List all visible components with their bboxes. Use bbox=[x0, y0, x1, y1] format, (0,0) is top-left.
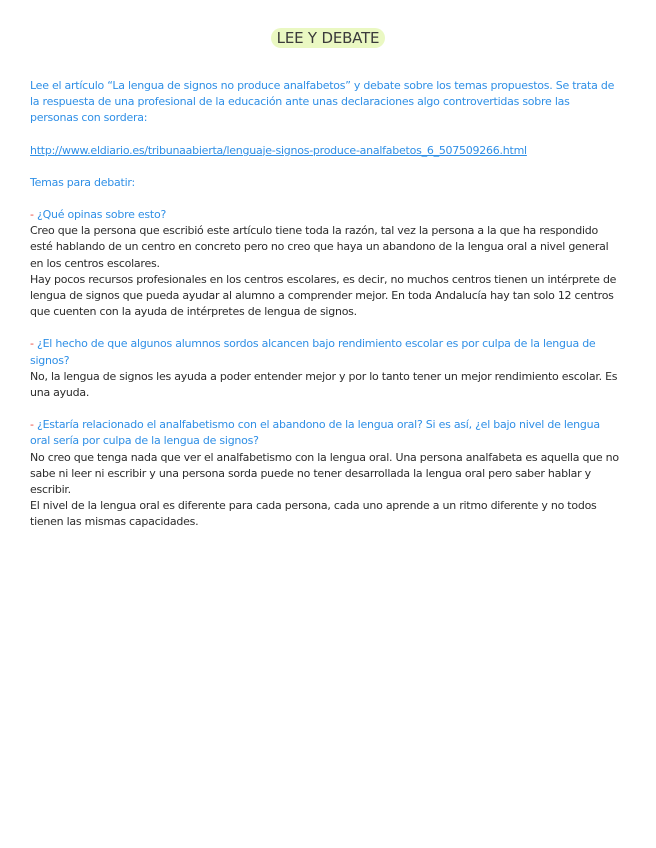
answer-paragraph: No, la lengua de signos les ayuda a poder entender mejor y por lo tanto tener un mejor rendimiento escolar. Es una ayuda. bbox=[30, 369, 618, 400]
question-dash: - bbox=[30, 418, 34, 432]
page-title: LEE Y DEBATE bbox=[271, 28, 386, 48]
question-text bbox=[30, 417, 620, 449]
question-label: ¿El hecho de que algunos alumnos sordos alcancen bajo rendimiento escolar es por culpa de la lengua de signos? bbox=[30, 337, 596, 367]
answer-paragraph: Creo que la persona que escribió este artículo tiene toda la razón, tal vez la persona a la que ha respondido esté hablando de un centro en concreto pero no creo que haya un abandono de la lengua oral a nivel general en los centros escolares. bbox=[30, 224, 609, 270]
question-text bbox=[30, 207, 620, 223]
question-block bbox=[30, 207, 620, 320]
answer-paragraph: El nivel de la lengua oral es diferente para cada persona, cada uno aprende a un ritmo diferente y no todos tienen las mismas capacidades. bbox=[30, 499, 597, 529]
question-label: ¿Estaría relacionado el analfabetismo con el abandono de la lengua oral? Si es así, ¿el bajo nivel de lengua oral sería por culpa de la lengua de signos? bbox=[30, 418, 600, 448]
article-link[interactable]: http://www.eldiario.es/tribunaabierta/lenguaje-signos-produce-analfabetos_6_507509266.html bbox=[30, 143, 527, 157]
question-text bbox=[30, 336, 620, 368]
question-dash: - bbox=[30, 337, 34, 351]
title-row bbox=[0, 28, 656, 48]
answer-paragraph: No creo que tenga nada que ver el analfabetismo con la lengua oral. Una persona analfabeta es aquella que no sabe ni leer ni escribir y una persona sorda puede no tener desarrollada la lengua oral pero saber hablar y escribir. bbox=[30, 450, 619, 497]
question-dash: - bbox=[30, 208, 34, 222]
question-label: ¿Qué opinas sobre esto? bbox=[36, 208, 167, 222]
question-block bbox=[30, 336, 620, 401]
topics-heading: Temas para debatir: bbox=[30, 175, 135, 189]
document-body bbox=[30, 78, 620, 531]
answer-paragraph: Hay pocos recursos profesionales en los centros escolares, es decir, no muchos centros tienen un intérprete de lengua de signos que pueda ayudar al alumno a comprender mejor. En toda Andalucía hay tan solo 12 centros que cuenten con la ayuda de intérpretes de lengua de signos. bbox=[30, 272, 617, 319]
question-block bbox=[30, 417, 620, 530]
intro-paragraph: Lee el artículo “La lengua de signos no produce analfabetos” y debate sobre los temas propuestos. Se trata de la respuesta de una profesional de la educación ante unas declaraciones algo controvertidas sobre las personas con sordera: bbox=[30, 79, 615, 125]
